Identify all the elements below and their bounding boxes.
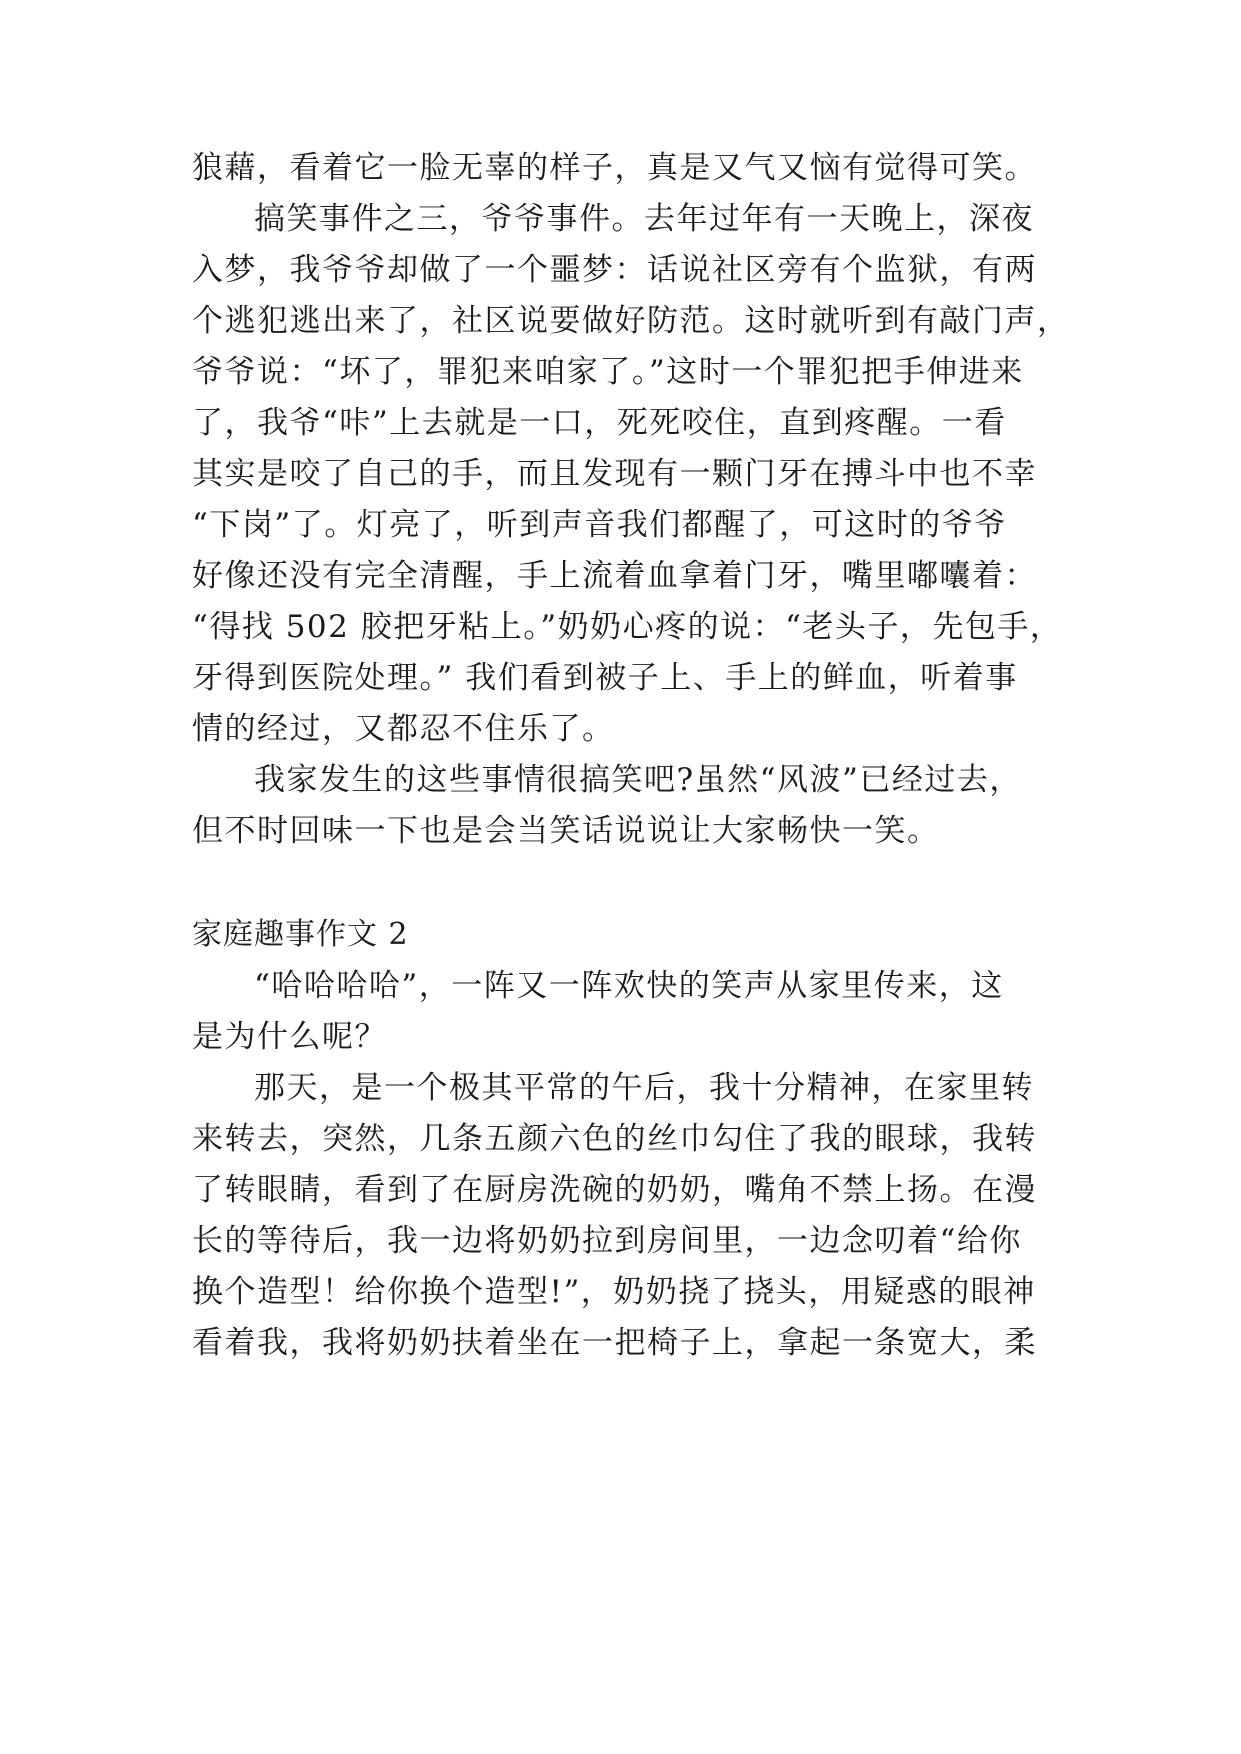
text-line: 了转眼睛，看到了在厨房洗碗的奶奶，嘴角不禁上扬。在漫: [192, 1172, 1037, 1208]
text-line: 其实是咬了自己的手，而且发现有一颗门牙在搏斗中也不幸: [192, 456, 1037, 492]
paragraph-start: 我家发生的这些事情很搞笑吧?虽然“风波”已经过去，: [254, 762, 1022, 798]
text-line: 好像还没有完全清醒，手上流着血拿着门牙，嘴里嘟囔着：: [192, 558, 1037, 594]
text-line: 个逃犯逃出来了，社区说要做好防范。这时就听到有敲门声，: [192, 303, 1070, 339]
paragraph-start: “哈哈哈哈”，一阵又一阵欢快的笑声从家里传来，这: [254, 968, 1004, 1004]
text-line: 情的经过，又都忍不住乐了。: [192, 711, 615, 747]
text-line: 但不时回味一下也是会当笑话说说让大家畅快一笑。: [192, 813, 940, 849]
text-line: 狼藉，看着它一脸无辜的样子，真是又气又恼有觉得可笑。: [192, 150, 1037, 186]
text-line: 是为什么呢？: [192, 1019, 387, 1055]
text-line: 来转去，突然，几条五颜六色的丝巾勾住了我的眼球，我转: [192, 1121, 1037, 1157]
text-line: 入梦，我爷爷却做了一个噩梦：话说社区旁有个监狱，有两: [192, 252, 1037, 288]
text-line: 长的等待后，我一边将奶奶拉到房间里，一边念叨着“给你: [192, 1223, 1022, 1259]
paragraph-start: 搞笑事件之三，爷爷事件。去年过年有一天晚上，深夜: [254, 201, 1034, 237]
text-line: “下岗”了。灯亮了，听到声音我们都醒了，可这时的爷爷: [192, 507, 1007, 543]
paragraph-start: 那天，是一个极其平常的午后，我十分精神，在家里转: [254, 1070, 1034, 1106]
text-line: 了，我爷“咔”上去就是一口，死死咬住，直到疼醒。一看: [192, 405, 1007, 441]
text-line: 牙得到医院处理。” 我们看到被子上、手上的鲜血，听着事: [192, 660, 1018, 696]
text-line: 看着我，我将奶奶扶着坐在一把椅子上，拿起一条宽大，柔: [192, 1325, 1037, 1361]
text-line: 换个造型！给你换个造型!”，奶奶挠了挠头，用疑惑的眼神: [192, 1274, 1036, 1310]
text-line: “得找 502 胶把牙粘上。”奶奶心疼的说：“老头子，先包手，: [192, 609, 1063, 645]
text-line: 爷爷说：“坏了，罪犯来咱家了。”这时一个罪犯把手伸进来: [192, 354, 1024, 390]
section-heading: 家庭趣事作文 2: [192, 917, 409, 952]
